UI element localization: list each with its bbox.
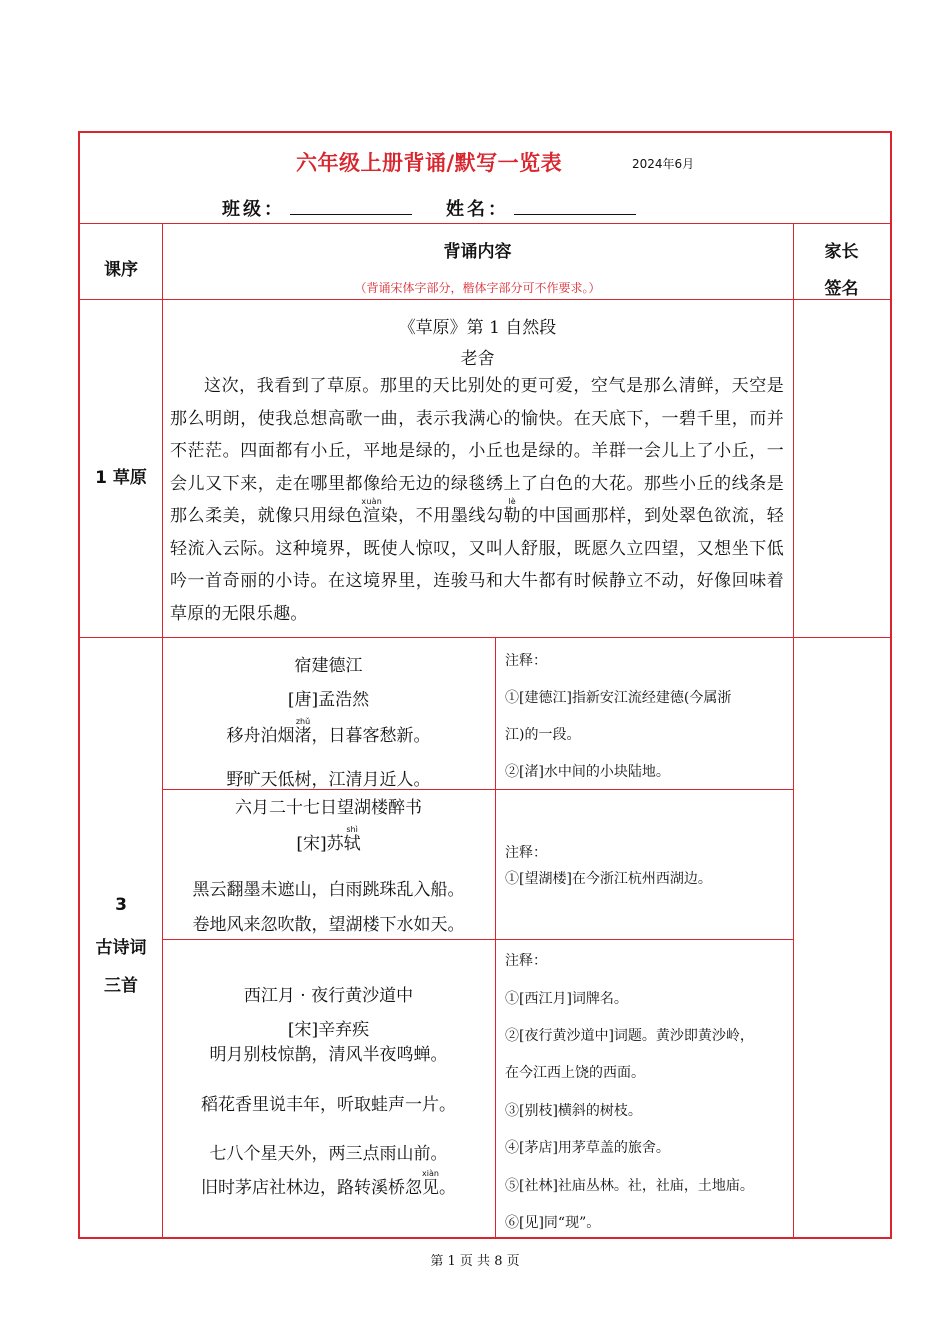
signature-header-line2: 签名 (824, 279, 859, 299)
class-label: 班级： (222, 199, 285, 220)
lesson3-label-line3: 三首 (104, 976, 138, 996)
poem3-note2b: 在今江西上饶的西面。 (505, 1065, 645, 1081)
poem3-note5: ⑤[社林]社庙丛林。社，社庙，土地庙。 (505, 1178, 754, 1194)
poem2-author: [宋]苏轼shì (296, 825, 361, 854)
lesson3-label-number: 3 (115, 895, 127, 915)
content-column-header: 背诵内容 (443, 242, 512, 262)
class-blank[interactable] (290, 196, 412, 215)
form-table (78, 131, 892, 1239)
poem1-notes-title: 注释： (505, 653, 547, 669)
poem1-note2: ②[渚]水中间的小块陆地。 (505, 764, 670, 780)
poem2-line2: 卷地风来忽吹散，望湖楼下水如天。 (192, 915, 465, 935)
col-divider-notes (495, 637, 496, 1239)
poem1-line2: 野旷天低树，江清月近人。 (226, 770, 431, 790)
poem2-title: 六月二十七日望湖楼醉书 (235, 798, 422, 818)
poem3-line3: 七八个星天外，两三点雨山前。 (209, 1144, 448, 1164)
poem2-note1: ①[望湖楼]在今浙江杭州西湖边。 (505, 871, 712, 887)
lesson1-text-part3: 的中国画那样，到处翠色欲流，轻轻流入云际。这种境界，既使人惊叹，又叫人舒服，既愿久立四望，又想坐下低吟一首奇丽的小诗。在这境界里，连骏马和大牛都有时候静立不动，好像回味着草原的无限乐趣。 (170, 506, 785, 624)
name-blank[interactable] (514, 196, 636, 215)
lesson-column-header: 课序 (104, 260, 138, 280)
lesson1-text-part2: 染，不用墨线勾 (380, 506, 504, 526)
content-column-note: （背诵宋体字部分，楷体字部分可不作要求。） (354, 281, 601, 295)
date-label: 2024年6月 (632, 157, 695, 171)
poem2-notes-title: 注释： (505, 845, 547, 861)
lesson3-label-line2: 古诗词 (95, 938, 147, 958)
poem3-note3: ③[别枝]横斜的树枝。 (505, 1103, 642, 1119)
row-divider-lesson1 (80, 637, 890, 638)
row-divider-poem2 (162, 939, 793, 940)
name-field (446, 195, 636, 221)
lesson1-paragraph (170, 370, 784, 630)
lesson1-title: 《草原》第 1 自然段 (398, 318, 557, 338)
ruby-zhu: 渚zhǔ (294, 717, 312, 746)
ruby-shi: 轼shì (343, 825, 361, 854)
poem1-note1: ①[建德江]指新安江流经建德(今属浙 (505, 690, 732, 706)
poem2-line1: 黑云翻墨未遮山，白雨跳珠乱入船。 (192, 880, 465, 900)
ruby-xian: 见xiàn (422, 1169, 439, 1198)
poem3-notes-title: 注释： (505, 953, 547, 969)
poem1-note1b: 江)的一段。 (505, 727, 581, 743)
poem3-line2: 稻花香里说丰年，听取蛙声一片。 (201, 1095, 456, 1115)
signature-header-line1: 家长 (824, 242, 859, 262)
poem1-line1: 移舟泊烟渚zhǔ，日暮客愁新。 (226, 717, 431, 746)
poem3-line4: 旧时茅店社林边，路转溪桥忽见xiàn。 (201, 1169, 456, 1198)
poem3-title: 西江月 · 夜行黄沙道中 (243, 986, 414, 1006)
poem1-author: [唐]孟浩然 (287, 690, 370, 710)
poem1-title: 宿建德江 (294, 656, 363, 676)
row-divider-header (80, 223, 890, 224)
col-divider-signature (793, 223, 794, 1239)
poem3-note6: ⑥[见]同“现”。 (505, 1215, 601, 1231)
ruby-le: 勒lè (503, 497, 522, 526)
lesson1-text-part1: 这次，我看到了草原。那里的天比别处的更可爱，空气是那么清鲜，天空是那么明朗，使我总想高歌一曲，表示我满心的愉快。在天底下，一碧千里，而并不茫茫。四面都有小丘，平地是绿的，小丘也是绿的。羊群一会儿上了小丘，一会儿又下来，走在哪里都像给无边的绿毯绣上了白色的大花。那些小丘的线条是那么柔美，就像只用绿色 (170, 376, 784, 526)
page-footer: 第 1 页 共 8 页 (430, 1254, 520, 1269)
class-field (222, 195, 412, 221)
poem3-author: [宋]辛弃疾 (287, 1020, 370, 1040)
page-title: 六年级上册背诵/默写一览表 (296, 151, 563, 175)
ruby-xuan: 渲xuàn (361, 497, 382, 526)
poem3-note4: ④[茅店]用茅草盖的旅舍。 (505, 1140, 670, 1156)
lesson1-label: 1 草原 (95, 468, 147, 488)
poem3-note1: ①[西江月]词牌名。 (505, 991, 628, 1007)
name-label: 姓名： (446, 199, 509, 220)
poem3-note2: ②[夜行黄沙道中]词题。黄沙即黄沙岭， (505, 1028, 754, 1044)
lesson1-author: 老舍 (460, 349, 495, 369)
row-divider-columns (80, 299, 890, 300)
poem3-line1: 明月别枝惊鹊，清风半夜鸣蝉。 (209, 1045, 448, 1065)
